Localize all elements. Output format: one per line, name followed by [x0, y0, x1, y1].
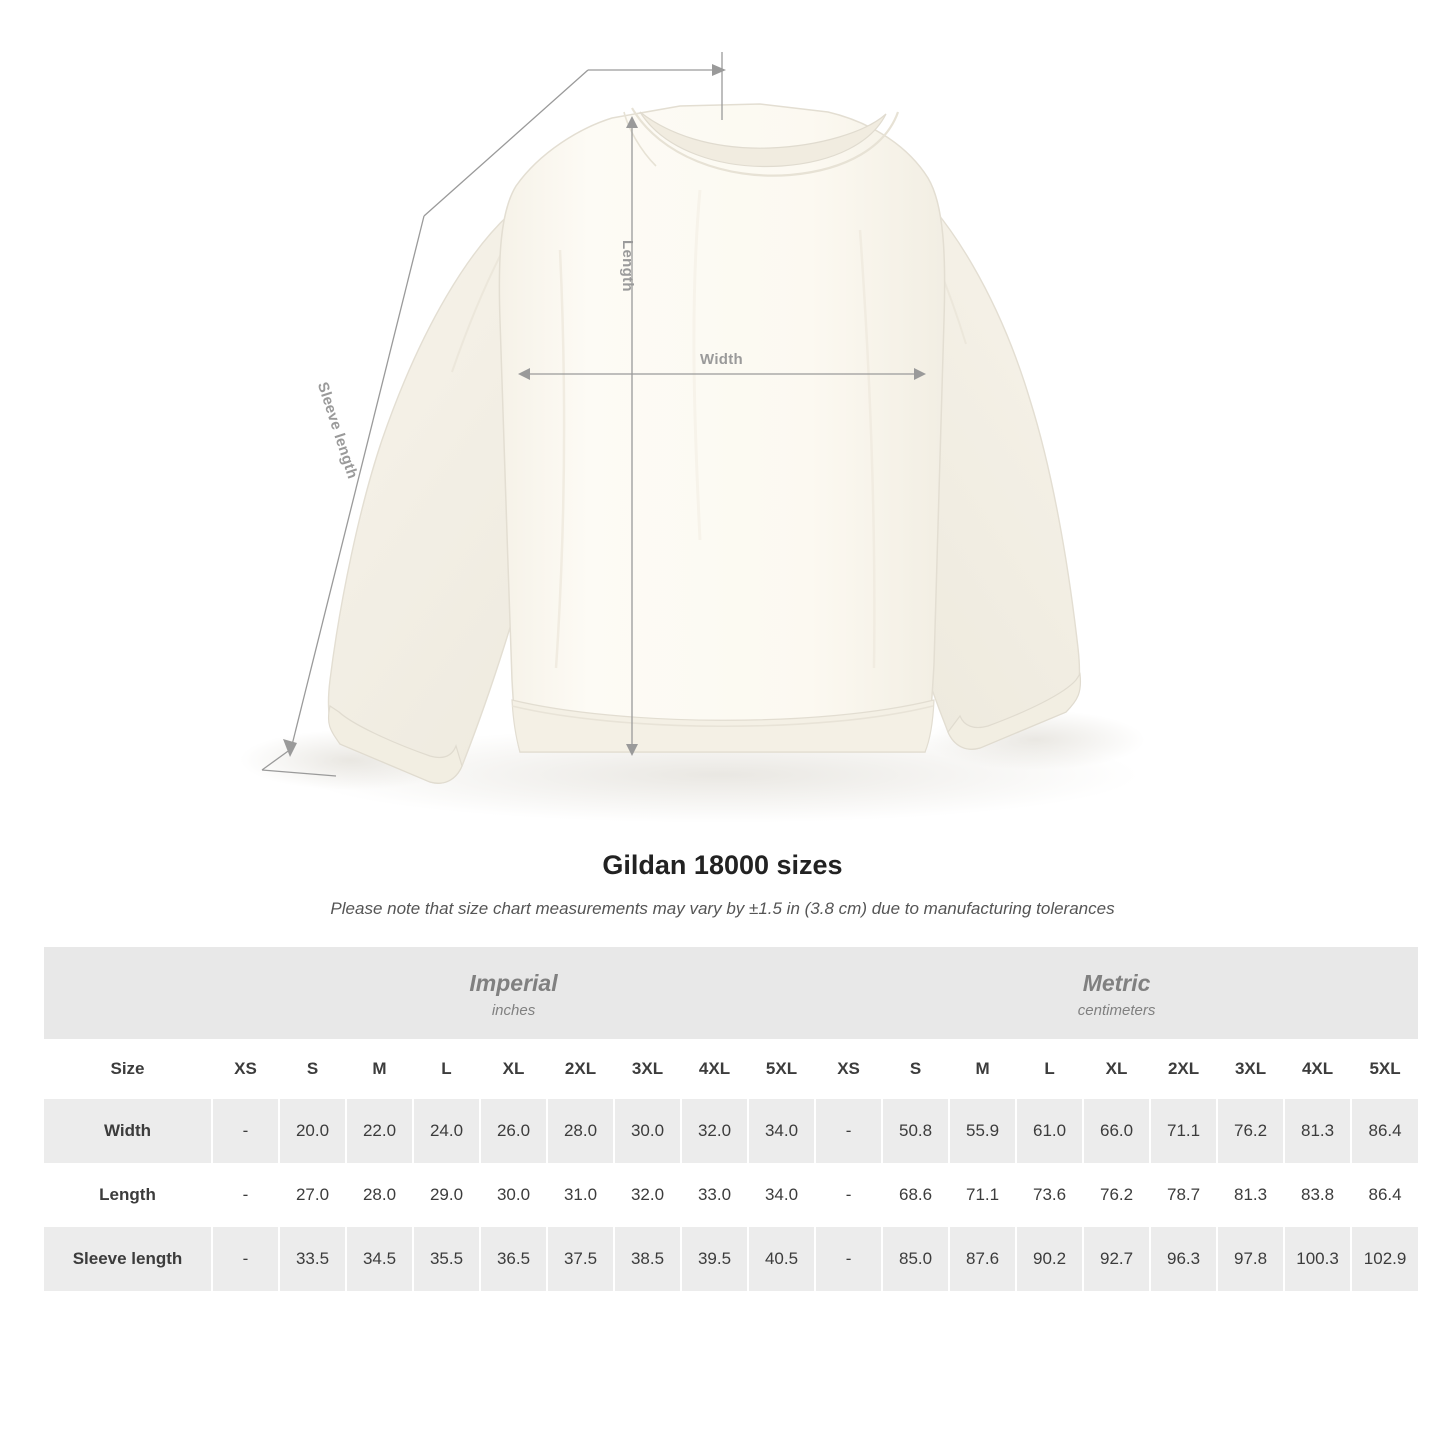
sleeve-length-label: Sleeve length: [313, 380, 362, 481]
header-size-met-4: XL: [1083, 1039, 1150, 1099]
cell-sleeve-imp-5: 37.5: [547, 1227, 614, 1291]
cell-length-imp-3: 29.0: [413, 1163, 480, 1227]
cell-length-met-8: 86.4: [1351, 1163, 1418, 1227]
cell-width-imp-0: -: [212, 1099, 279, 1163]
cell-length-met-4: 76.2: [1083, 1163, 1150, 1227]
cell-sleeve-met-3: 90.2: [1016, 1227, 1083, 1291]
cell-length-met-6: 81.3: [1217, 1163, 1284, 1227]
header-size-label: Size: [44, 1039, 212, 1099]
system-name-imperial: Imperial: [469, 970, 558, 996]
cell-width-met-7: 81.3: [1284, 1099, 1351, 1163]
cell-length-met-7: 83.8: [1284, 1163, 1351, 1227]
cell-length-met-0: -: [815, 1163, 882, 1227]
header-size-imp-0: XS: [212, 1039, 279, 1099]
system-header-imperial: [212, 947, 815, 1039]
table-row: [44, 1099, 1418, 1163]
row-label-sleeve-length: Sleeve length: [44, 1227, 212, 1291]
system-header-row: [44, 947, 1418, 1039]
cell-length-met-5: 78.7: [1150, 1163, 1217, 1227]
cell-width-met-1: 50.8: [882, 1099, 949, 1163]
cell-width-met-0: -: [815, 1099, 882, 1163]
cell-width-met-5: 71.1: [1150, 1099, 1217, 1163]
cell-sleeve-imp-7: 39.5: [681, 1227, 748, 1291]
cell-length-imp-7: 33.0: [681, 1163, 748, 1227]
system-header-spacer: [44, 947, 212, 1039]
cell-width-imp-7: 32.0: [681, 1099, 748, 1163]
cell-length-imp-2: 28.0: [346, 1163, 413, 1227]
cell-sleeve-met-4: 92.7: [1083, 1227, 1150, 1291]
header-size-imp-1: S: [279, 1039, 346, 1099]
table-row: [44, 1227, 1418, 1291]
cell-width-imp-6: 30.0: [614, 1099, 681, 1163]
size-header-row: [44, 1039, 1418, 1099]
cell-width-met-8: 86.4: [1351, 1099, 1418, 1163]
cell-length-imp-1: 27.0: [279, 1163, 346, 1227]
cell-sleeve-met-7: 100.3: [1284, 1227, 1351, 1291]
header-size-imp-6: 3XL: [614, 1039, 681, 1099]
row-label-length: Length: [44, 1163, 212, 1227]
header-size-met-8: 5XL: [1351, 1039, 1418, 1099]
header-size-imp-3: L: [413, 1039, 480, 1099]
cell-sleeve-met-2: 87.6: [949, 1227, 1016, 1291]
cell-length-imp-0: -: [212, 1163, 279, 1227]
system-unit-imperial: inches: [491, 1001, 536, 1019]
cell-sleeve-met-5: 96.3: [1150, 1227, 1217, 1291]
header-size-met-1: S: [882, 1039, 949, 1099]
cell-width-imp-5: 28.0: [547, 1099, 614, 1163]
tolerance-note: Please note that size chart measurements may vary by ±1.5 in (3.8 cm) due to manufacturing tolerances: [330, 899, 1115, 918]
row-label-width: Width: [44, 1099, 212, 1163]
cell-sleeve-imp-1: 33.5: [279, 1227, 346, 1291]
cell-width-imp-4: 26.0: [480, 1099, 547, 1163]
cell-length-imp-8: 34.0: [748, 1163, 815, 1227]
header-size-imp-5: 2XL: [547, 1039, 614, 1099]
header-size-imp-8: 5XL: [748, 1039, 815, 1099]
header-size-met-6: 3XL: [1217, 1039, 1284, 1099]
cell-sleeve-imp-2: 34.5: [346, 1227, 413, 1291]
cell-length-met-2: 71.1: [949, 1163, 1016, 1227]
cell-width-imp-3: 24.0: [413, 1099, 480, 1163]
cell-width-imp-8: 34.0: [748, 1099, 815, 1163]
header-size-met-7: 4XL: [1284, 1039, 1351, 1099]
header-size-met-0: XS: [815, 1039, 882, 1099]
cell-length-met-3: 73.6: [1016, 1163, 1083, 1227]
cell-sleeve-imp-0: -: [212, 1227, 279, 1291]
cell-sleeve-met-0: -: [815, 1227, 882, 1291]
header-size-imp-7: 4XL: [681, 1039, 748, 1099]
size-chart-table: [44, 947, 1418, 1291]
title-block: [0, 850, 1445, 919]
cell-sleeve-imp-4: 36.5: [480, 1227, 547, 1291]
cell-width-met-2: 55.9: [949, 1099, 1016, 1163]
length-label: Length: [619, 240, 636, 292]
system-header-metric: [815, 947, 1418, 1039]
cell-sleeve-met-6: 97.8: [1217, 1227, 1284, 1291]
cell-width-imp-1: 20.0: [279, 1099, 346, 1163]
cell-length-imp-5: 31.0: [547, 1163, 614, 1227]
cell-length-met-1: 68.6: [882, 1163, 949, 1227]
system-unit-metric: centimeters: [1077, 1001, 1156, 1019]
header-size-met-5: 2XL: [1150, 1039, 1217, 1099]
cell-width-met-3: 61.0: [1016, 1099, 1083, 1163]
table-row: [44, 1163, 1418, 1227]
page-title: Gildan 18000 sizes: [602, 850, 843, 880]
cell-sleeve-met-1: 85.0: [882, 1227, 949, 1291]
cell-sleeve-imp-8: 40.5: [748, 1227, 815, 1291]
header-size-met-2: M: [949, 1039, 1016, 1099]
cell-length-imp-4: 30.0: [480, 1163, 547, 1227]
cell-width-imp-2: 22.0: [346, 1099, 413, 1163]
cell-sleeve-met-8: 102.9: [1351, 1227, 1418, 1291]
system-name-metric: Metric: [1082, 970, 1151, 996]
cell-width-met-4: 66.0: [1083, 1099, 1150, 1163]
header-size-imp-4: XL: [480, 1039, 547, 1099]
header-size-met-3: L: [1016, 1039, 1083, 1099]
header-size-imp-2: M: [346, 1039, 413, 1099]
cell-sleeve-imp-3: 35.5: [413, 1227, 480, 1291]
size-chart-table-wrapper: [0, 947, 1445, 1291]
cell-length-imp-6: 32.0: [614, 1163, 681, 1227]
width-label: Width: [700, 351, 744, 368]
cell-width-met-6: 76.2: [1217, 1099, 1284, 1163]
cell-sleeve-imp-6: 38.5: [614, 1227, 681, 1291]
